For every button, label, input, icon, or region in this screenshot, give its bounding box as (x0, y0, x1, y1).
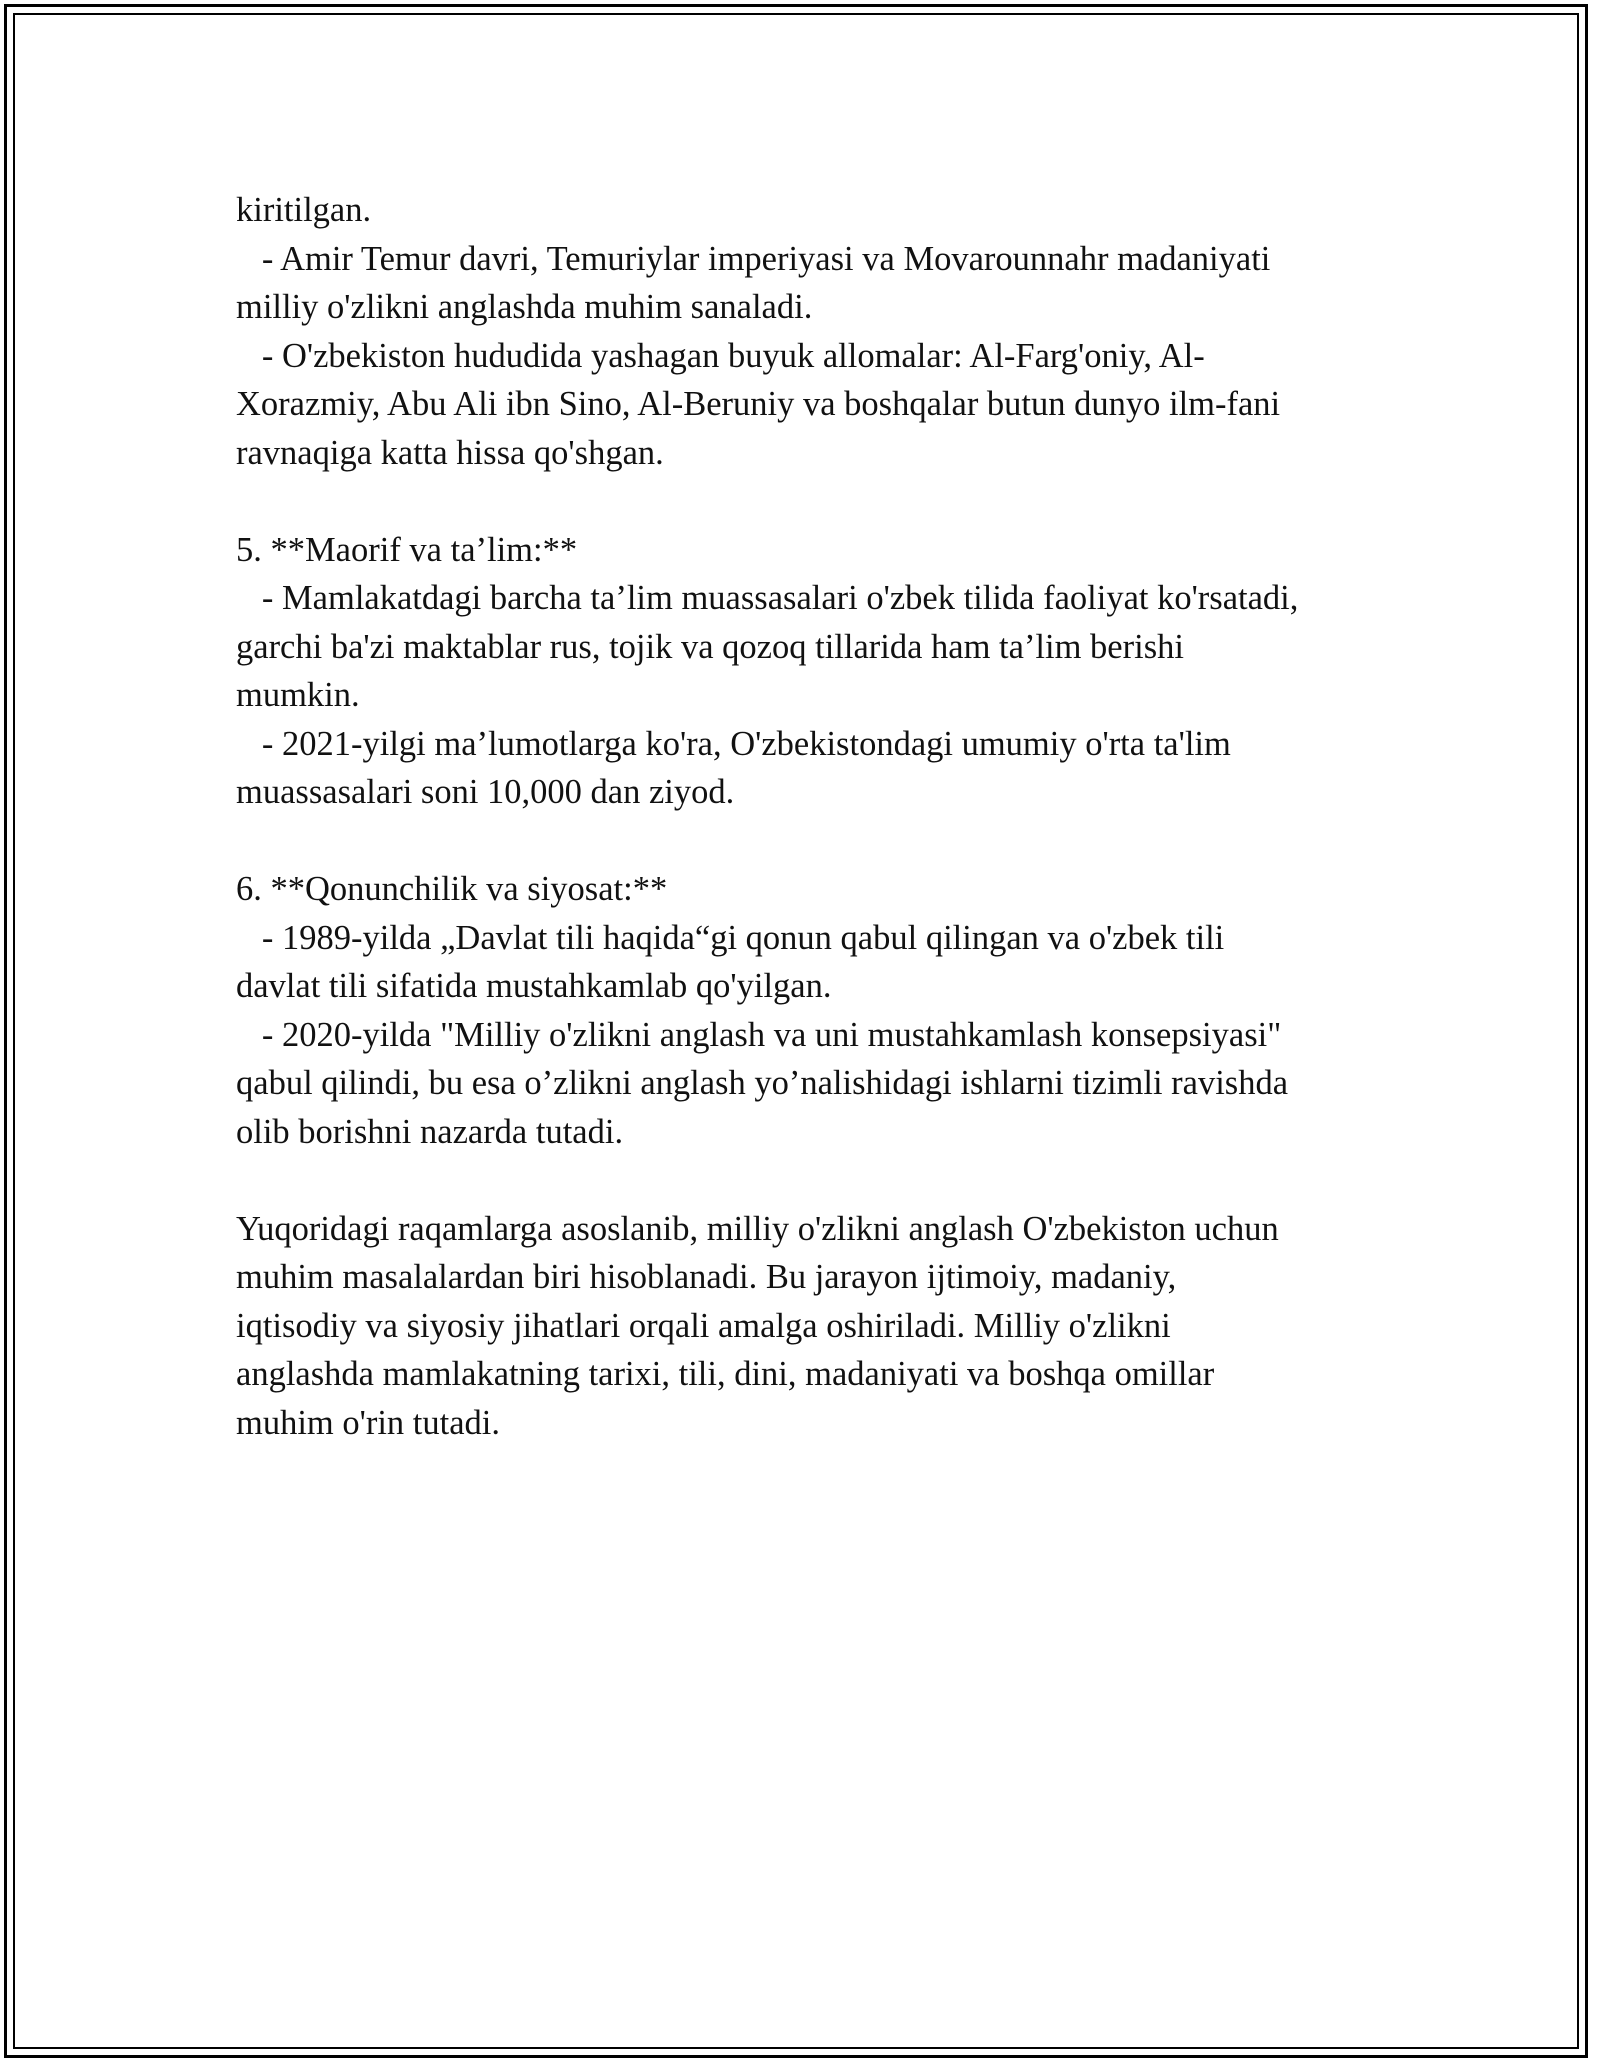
section-6-list-item (236, 1011, 1396, 1157)
continuation-line: kiritilgan. (236, 191, 372, 229)
paragraph-spacer (236, 817, 1396, 866)
text-line: davlat tili sifatida mustahkamlab qo'yilgan. (236, 967, 832, 1005)
text-line: iqtisodiy va siyosiy jihatlari orqali amalga oshiriladi. Milliy o'zlikni (236, 1306, 1171, 1345)
section-5-list-item (236, 574, 1396, 720)
text-line: muhim masalalardan biri hisoblanadi. Bu jarayon ijtimoiy, madaniy, (236, 1258, 1177, 1296)
text-line: - 2021-yilgi ma’lumotlarga ko'ra, O'zbekistondagi umumiy o'rta ta'lim (236, 724, 1231, 763)
section-6-heading: 6. **Qonunchilik va siyosat:** (236, 870, 668, 908)
document-body (236, 186, 1396, 1447)
conclusion-paragraph (236, 1205, 1396, 1448)
section-4-list-item (236, 332, 1396, 478)
section-5-list-item (236, 720, 1396, 817)
text-line: Xorazmiy, Abu Ali ibn Sino, Al-Beruniy va boshqalar butun dunyo ilm-fani (236, 385, 1281, 423)
section-5-heading: 5. **Maorif va ta’lim:** (236, 530, 578, 569)
text-line: garchi ba'zi maktablar rus, tojik va qozoq tillarida ham ta’lim berishi (236, 627, 1184, 666)
text-line: muassasalari soni 10,000 dan ziyod. (236, 773, 735, 811)
section-4-list-item (236, 235, 1396, 332)
text-line: mumkin. (236, 676, 360, 714)
text-line: - O'zbekiston hududida yashagan buyuk allomalar: Al-Farg'oniy, Al- (236, 336, 1205, 375)
paragraph-spacer (236, 477, 1396, 526)
text-line: olib borishni nazarda tutadi. (236, 1112, 624, 1151)
text-line: Yuqoridagi raqamlarga asoslanib, milliy o'zlikni anglash O'zbekiston uchun (236, 1209, 1279, 1248)
text-line: qabul qilindi, bu esa o’zlikni anglash yo’nalishidagi ishlarni tizimli ravishda (236, 1064, 1289, 1102)
text-line: - 1989-yilda „Davlat tili haqida“gi qonun qabul qilingan va o'zbek tili (236, 918, 1225, 957)
text-line: - Amir Temur davri, Temuriylar imperiyasi va Movarounnahr madaniyati (236, 239, 1271, 278)
text-line: - Mamlakatdagi barcha ta’lim muassasalari o'zbek tilida faoliyat ko'rsatadi, (236, 579, 1299, 617)
text-line: anglashda mamlakatning tarixi, tili, dini, madaniyati va boshqa omillar (236, 1355, 1215, 1393)
section-6-list-item (236, 914, 1396, 1011)
text-line: milliy o'zlikni anglashda muhim sanaladi. (236, 288, 813, 326)
text-line: ravnaqiga katta hissa qo'shgan. (236, 433, 664, 472)
text-line: - 2020-yilda "Milliy o'zlikni anglash va uni mustahkamlash konsepsiyasi" (236, 1015, 1282, 1054)
paragraph-spacer (236, 1156, 1396, 1205)
text-line: muhim o'rin tutadi. (236, 1403, 500, 1442)
